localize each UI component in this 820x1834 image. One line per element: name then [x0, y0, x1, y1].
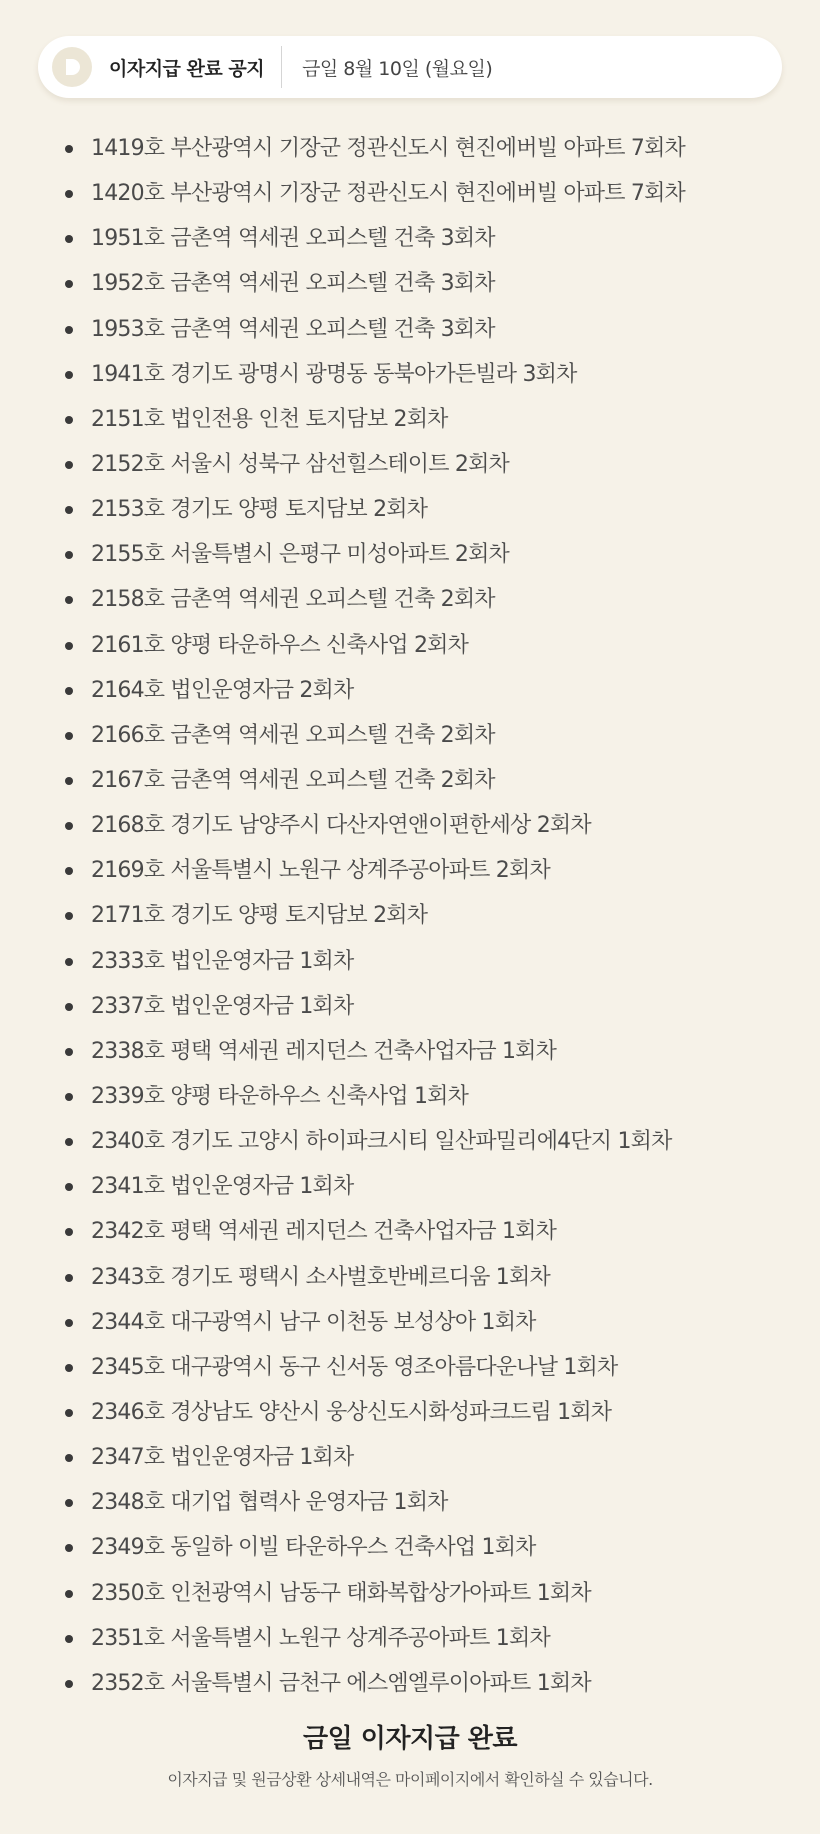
list-item — [0, 261, 820, 306]
list-item — [0, 893, 820, 938]
bullet-icon — [65, 958, 73, 966]
list-item-label: 2338호 평택 역세권 레지던스 건축사업자금 1회차 — [91, 1038, 557, 1064]
bullet-icon — [65, 732, 73, 740]
bullet-icon — [65, 1093, 73, 1101]
list-item-label: 2347호 법인운영자금 1회차 — [91, 1445, 354, 1471]
list-item-label: 2151호 법인전용 인천 토지담보 2회차 — [91, 406, 448, 432]
list-item-label: 2168호 경기도 남양주시 다산자연앤이편한세상 2회차 — [91, 813, 591, 839]
list-item-label: 2161호 양평 타운하우스 신축사업 2회차 — [91, 632, 469, 658]
bullet-icon — [65, 642, 73, 650]
list-item — [0, 803, 820, 848]
bullet-icon — [65, 371, 73, 379]
list-item — [0, 307, 820, 352]
list-item-label: 2152호 서울시 성북구 삼선힐스테이트 2회차 — [91, 451, 509, 477]
list-item — [0, 1074, 820, 1119]
list-item — [0, 577, 820, 622]
list-item-label: 2340호 경기도 고양시 하이파크시티 일산파밀리에4단지 1회차 — [91, 1129, 672, 1155]
bullet-icon — [65, 506, 73, 514]
list-item-label: 1419호 부산광역시 기장군 정관신도시 현진에버빌 아파트 7회차 — [91, 136, 685, 161]
list-item-label: 2341호 법인운영자금 1회차 — [91, 1174, 354, 1200]
interest-payment-list — [0, 126, 820, 1706]
list-item-label: 2352호 서울특별시 금천구 에스엠엘루이아파트 1회차 — [91, 1670, 591, 1696]
bullet-icon — [65, 416, 73, 424]
bullet-icon — [65, 912, 73, 920]
bullet-icon — [65, 326, 73, 334]
list-item — [0, 171, 820, 216]
notice-header — [38, 36, 782, 98]
bullet-icon — [65, 280, 73, 288]
list-item — [0, 397, 820, 442]
list-item — [0, 442, 820, 487]
list-item — [0, 984, 820, 1029]
list-item — [0, 1164, 820, 1209]
bullet-icon — [65, 1274, 73, 1282]
list-item-label: 1952호 금촌역 역세권 오피스텔 건축 3회차 — [91, 271, 495, 297]
bullet-icon — [65, 687, 73, 695]
list-item-label: 2339호 양평 타운하우스 신축사업 1회차 — [91, 1083, 469, 1109]
list-item — [0, 1616, 820, 1661]
list-item — [0, 713, 820, 758]
bullet-icon — [65, 1048, 73, 1056]
header-divider — [281, 46, 282, 88]
list-item-label: 2350호 인천광역시 남동구 태화복합상가아파트 1회차 — [91, 1580, 591, 1606]
list-item — [0, 1029, 820, 1074]
bullet-icon — [65, 551, 73, 559]
list-item-label: 2158호 금촌역 역세권 오피스텔 건축 2회차 — [91, 587, 495, 613]
footer-note: 이자지급 및 원금상환 상세내역은 마이페이지에서 확인하실 수 있습니다. — [167, 1770, 653, 1789]
bullet-icon — [65, 1138, 73, 1146]
list-item — [0, 1525, 820, 1570]
bullet-icon — [65, 1319, 73, 1327]
list-item-label: 1941호 경기도 광명시 광명동 동북아가든빌라 3회차 — [91, 361, 577, 387]
notice-title: 이자지급 완료 공지 — [109, 57, 265, 80]
bullet-icon — [65, 461, 73, 469]
list-item-label: 2342호 평택 역세권 레지던스 건축사업자금 1회차 — [91, 1219, 557, 1245]
list-item-label: 2171호 경기도 양평 토지담보 2회차 — [91, 903, 428, 929]
bullet-icon — [65, 190, 73, 198]
bullet-icon — [65, 1499, 73, 1507]
list-item-label: 2169호 서울특별시 노원구 상계주공아파트 2회차 — [91, 858, 550, 884]
list-item — [0, 939, 820, 984]
list-item — [0, 1661, 820, 1706]
list-item-label: 2345호 대구광역시 동구 신서동 영조아름다운나날 1회차 — [91, 1354, 618, 1380]
list-item — [0, 1435, 820, 1480]
list-item-label: 2164호 법인운영자금 2회차 — [91, 677, 354, 703]
list-item-label: 2337호 법인운영자금 1회차 — [91, 993, 354, 1019]
bullet-icon — [65, 145, 73, 153]
list-item-label: 2349호 동일하 이빌 타운하우스 건축사업 1회차 — [91, 1535, 536, 1561]
bullet-icon — [65, 1003, 73, 1011]
list-item — [0, 1119, 820, 1164]
list-item — [0, 487, 820, 532]
notice-date: 금일 8월 10일 (월요일) — [302, 57, 493, 80]
bullet-icon — [65, 1228, 73, 1236]
list-item-label: 2166호 금촌역 역세권 오피스텔 건축 2회차 — [91, 722, 495, 748]
list-item-label: 2155호 서울특별시 은평구 미성아파트 2회차 — [91, 542, 509, 568]
bullet-icon — [65, 1183, 73, 1191]
list-item — [0, 758, 820, 803]
bullet-icon — [65, 596, 73, 604]
list-item-label: 2348호 대기업 협력사 운영자금 1회차 — [91, 1490, 448, 1516]
list-item — [0, 1345, 820, 1390]
brand-logo-icon — [52, 47, 92, 87]
list-item — [0, 848, 820, 893]
list-item — [0, 126, 820, 171]
list-item-label: 2346호 경상남도 양산시 웅상신도시화성파크드림 1회차 — [91, 1399, 612, 1425]
list-item — [0, 216, 820, 261]
list-item — [0, 1390, 820, 1435]
list-item-label: 2344호 대구광역시 남구 이천동 보성상아 1회차 — [91, 1309, 536, 1335]
list-item — [0, 1571, 820, 1616]
list-item-label: 1953호 금촌역 역세권 오피스텔 건축 3회차 — [91, 316, 495, 342]
bullet-icon — [65, 777, 73, 785]
list-item-label: 2333호 법인운영자금 1회차 — [91, 948, 354, 974]
bullet-icon — [65, 235, 73, 243]
list-item — [0, 1209, 820, 1254]
list-item — [0, 1300, 820, 1345]
bullet-icon — [65, 1635, 73, 1643]
list-item — [0, 668, 820, 713]
bullet-icon — [65, 867, 73, 875]
footer-title: 금일 이자지급 완료 — [302, 1724, 518, 1754]
bullet-icon — [65, 1590, 73, 1598]
bullet-icon — [65, 1544, 73, 1552]
list-item-label: 2343호 경기도 평택시 소사벌호반베르디움 1회차 — [91, 1264, 550, 1290]
list-item-label: 2153호 경기도 양평 토지담보 2회차 — [91, 497, 428, 523]
bullet-icon — [65, 822, 73, 830]
list-item-label: 2351호 서울특별시 노원구 상계주공아파트 1회차 — [91, 1625, 550, 1651]
list-item — [0, 532, 820, 577]
list-item-label: 1420호 부산광역시 기장군 정관신도시 현진에버빌 아파트 7회차 — [91, 181, 685, 207]
bullet-icon — [65, 1454, 73, 1462]
list-item — [0, 352, 820, 397]
bullet-icon — [65, 1409, 73, 1417]
list-item — [0, 623, 820, 668]
list-item-label: 1951호 금촌역 역세권 오피스텔 건축 3회차 — [91, 226, 495, 252]
list-item — [0, 1480, 820, 1525]
bullet-icon — [65, 1364, 73, 1372]
bullet-icon — [65, 1680, 73, 1688]
list-item-label: 2167호 금촌역 역세권 오피스텔 건축 2회차 — [91, 767, 495, 793]
list-item — [0, 1255, 820, 1300]
